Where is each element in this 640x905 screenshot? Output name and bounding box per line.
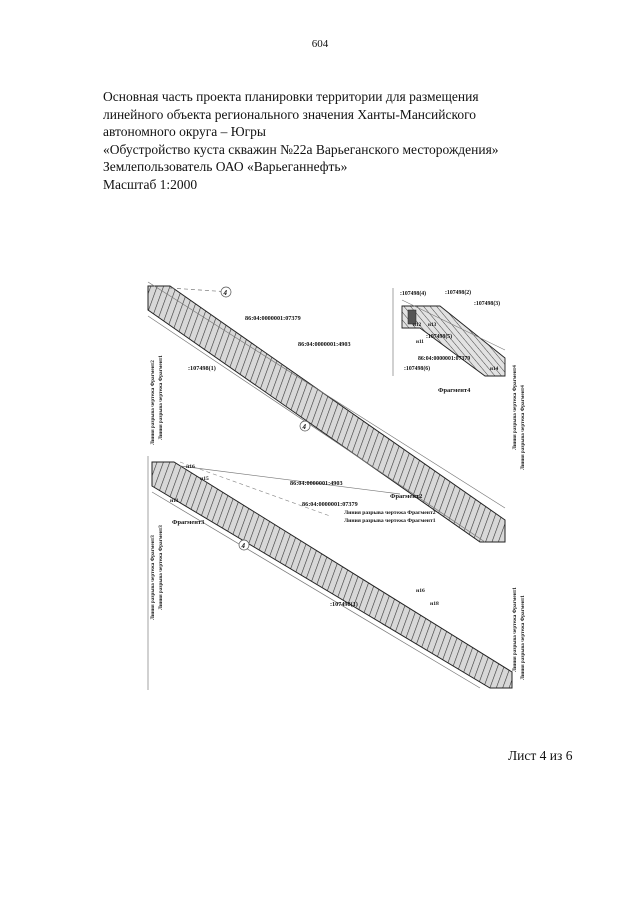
sheet-number: Лист 4 из 6: [508, 748, 573, 763]
parcel-label: 86:04:0000001:4903: [298, 341, 351, 348]
fragment-label: Фрагмент3: [172, 519, 205, 526]
header-line: автономного округа – Югры: [103, 124, 266, 140]
fragment-4-inset: [393, 288, 526, 470]
document-header: [103, 88, 573, 194]
zone-marker-label: 4: [241, 542, 245, 550]
zone-marker-label: 4: [223, 289, 227, 297]
header-line: линейного объекта регионального значения Ханты-Мансийского: [103, 106, 477, 122]
plot-label: :107498(6): [404, 366, 431, 372]
parcel-label: 86:04:0000001:07379: [302, 501, 358, 508]
node-label: н13: [428, 322, 437, 328]
header-line: «Обустройство куста скважин №22а Варьеганского месторождения»: [103, 141, 499, 157]
header-line: Основная часть проекта планировки территории для размещения: [103, 89, 479, 104]
break-line-label: Линия разрыва чертежа Фрагмент4: [520, 385, 526, 470]
break-line-label: Линия разрыва чертежа Фрагмент1: [344, 518, 436, 524]
plot-label: :107498(2): [445, 290, 472, 296]
plot-label: :107498(1): [330, 601, 358, 608]
fragment-3-area: [148, 456, 526, 690]
node-label: н11: [170, 498, 179, 504]
plot-label: :107498(4): [400, 291, 427, 297]
parcel-label: 86:04:0000001:4903: [290, 480, 343, 487]
plot-label: :107498(3): [474, 301, 501, 307]
node-label: н16: [186, 464, 195, 470]
break-line-label: Линия разрыва чертежа Фрагмент1: [512, 587, 518, 672]
break-line-label: Линия разрыва чертежа Фрагмент2: [150, 360, 156, 445]
node-label: н16: [416, 588, 425, 594]
break-line-label: Линия разрыва чертежа Фрагмент1: [520, 595, 526, 680]
plot-label: :107498(5): [426, 334, 453, 340]
node-label: н18: [430, 601, 439, 607]
break-line-label: Линия разрыва чертежа Фрагмент1: [158, 355, 164, 440]
break-line-label: Линия разрыва чертежа Фрагмент3: [150, 535, 156, 620]
parcel-label: 86:04:0000001:07379: [245, 315, 301, 322]
node-label: н14: [490, 366, 499, 372]
node-label: н11: [416, 339, 424, 345]
header-line: Масштаб 1:2000: [103, 176, 198, 192]
zone-marker-label: 4: [302, 423, 306, 431]
header-line: Землепользователь ОАО «Варьеганнефть»: [103, 159, 348, 175]
node-label: н12: [413, 322, 422, 328]
fragment-label: Фрагмент4: [438, 387, 471, 394]
drawing-svg: [140, 280, 525, 690]
break-line-label: Линия разрыва чертежа Фрагмент3: [158, 525, 164, 610]
break-line-label: Линия разрыва чертежа Фрагмент2: [344, 510, 436, 516]
fragment-label: Фрагмент2: [390, 493, 423, 500]
parcel-label: 86:04:0000001:07379: [418, 356, 471, 362]
planning-drawing: [140, 280, 525, 690]
plot-label: :107498(1): [188, 365, 216, 372]
break-line-label: Линия разрыва чертежа Фрагмент4: [512, 365, 518, 450]
page-number: 604: [311, 38, 329, 50]
node-label: н15: [200, 476, 209, 482]
